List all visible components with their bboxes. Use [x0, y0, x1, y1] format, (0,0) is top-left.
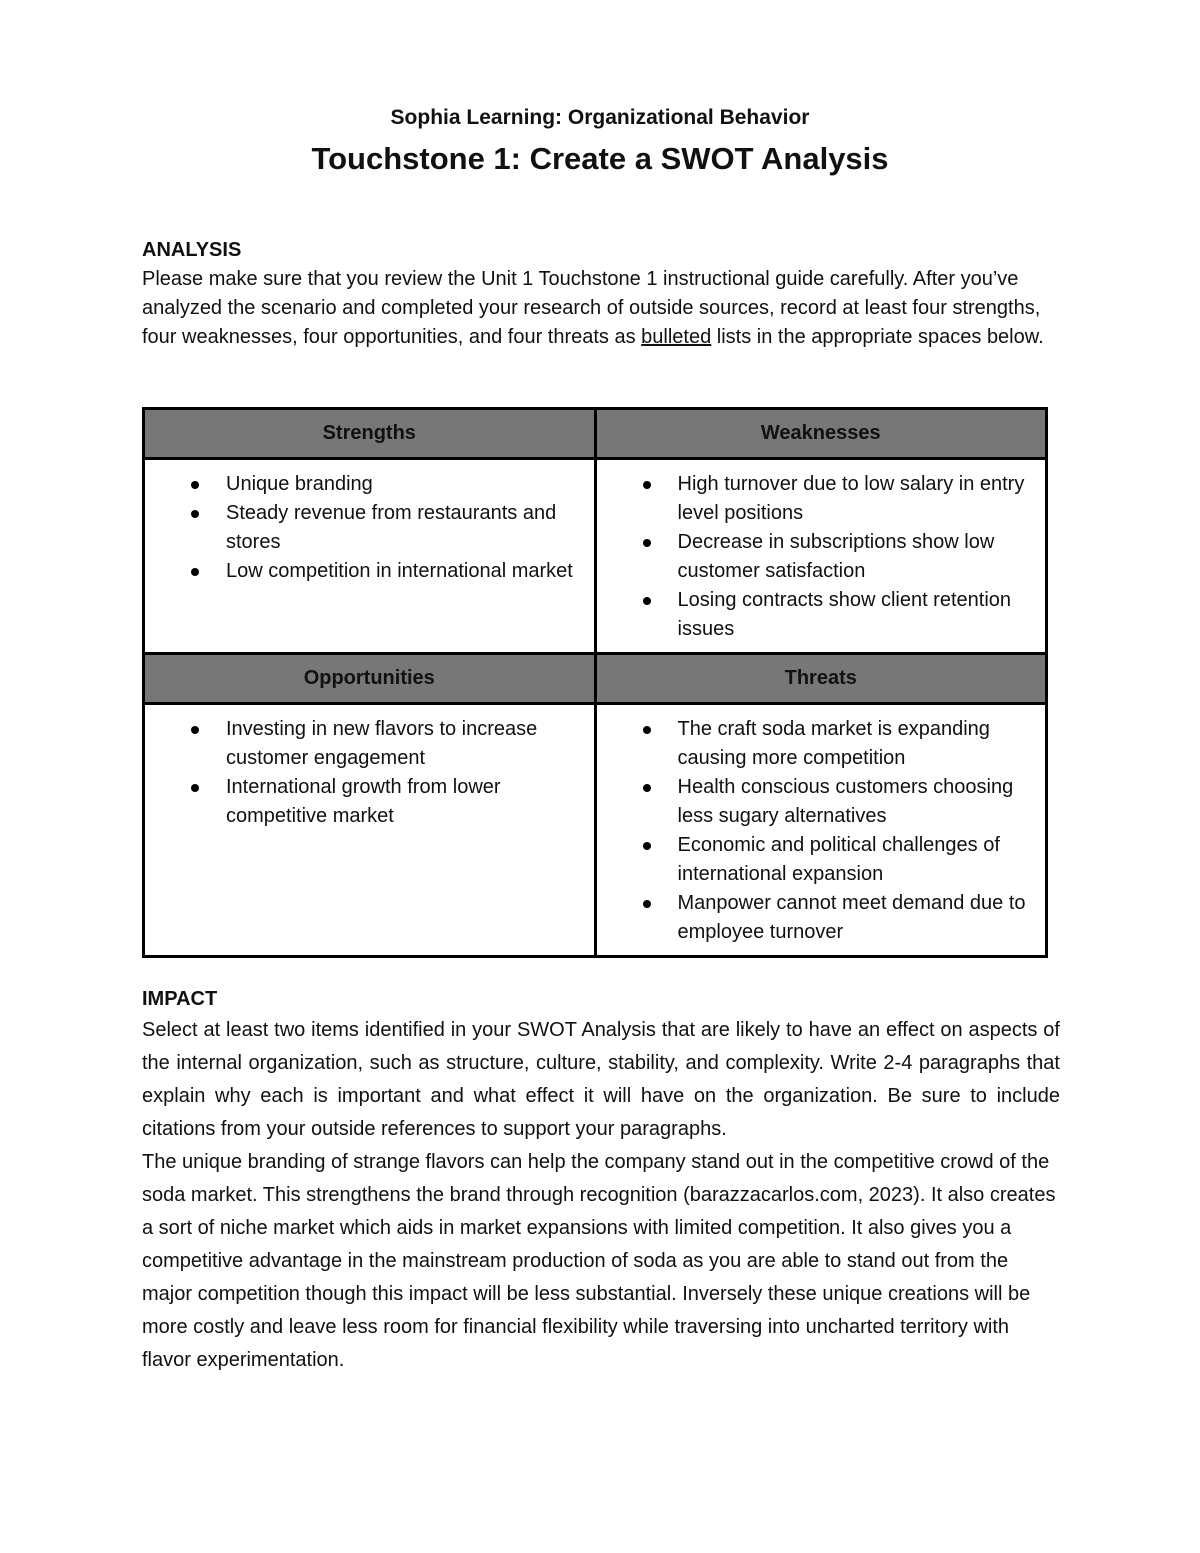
- impact-instructions: Select at least two items identified in your SWOT Analysis that are likely to have an effect on aspects of the internal organization, such as structure, culture, stability, and complexity. Write 2-4 paragraphs that explain why each is important and what effect it will have on the organization. Be sure to include citations from your outside references to support your paragraphs.: [142, 1019, 1060, 1140]
- analysis-heading: ANALYSIS: [142, 239, 242, 261]
- threats-header: Threats: [595, 654, 1047, 704]
- impact-section: [142, 985, 1060, 1377]
- opportunities-cell[interactable]: [144, 704, 596, 957]
- strengths-header: Strengths: [144, 409, 596, 459]
- list-item: High turnover due to low salary in entry level positions: [637, 470, 1034, 528]
- page-title: Touchstone 1: Create a SWOT Analysis: [311, 141, 889, 176]
- strengths-cell[interactable]: [144, 459, 596, 654]
- course-title: Sophia Learning: Organizational Behavior: [390, 106, 810, 129]
- list-item: Health conscious customers choosing less sugary alternatives: [637, 773, 1034, 831]
- list-item: The craft soda market is expanding causing more competition: [637, 715, 1034, 773]
- list-item: Economic and political challenges of international expansion: [637, 831, 1034, 889]
- weaknesses-header: Weaknesses: [595, 409, 1047, 459]
- list-item: Unique branding: [185, 470, 582, 499]
- list-item: International growth from lower competitive market: [185, 773, 582, 831]
- list-item: Manpower cannot meet demand due to employee turnover: [637, 889, 1034, 947]
- analysis-instructions: [142, 265, 1060, 352]
- weaknesses-cell[interactable]: [595, 459, 1047, 654]
- impact-heading: IMPACT: [142, 988, 218, 1010]
- instructions-underlined: bulleted: [641, 326, 712, 348]
- opportunities-list: [185, 715, 582, 831]
- instructions-text-2: lists in the appropriate spaces below.: [711, 326, 1044, 348]
- list-item: Low competition in international market: [185, 557, 582, 586]
- impact-body[interactable]: The unique branding of strange flavors can help the company stand out in the competitive crowd of the soda market. This strengthens the brand through recognition (barazzacarlos.com, 2023). It also creates a sort of niche market which aids in market expansions with limited competition. It also gives you a competitive advantage in the mainstream production of soda as you are able to stand out from the major competition though this impact will be less substantial. Inversely these unique creations will be more costly and leave less room for financial flexibility while traversing into uncharted territory with flavor experimentation.: [142, 1151, 1056, 1371]
- list-item: Investing in new flavors to increase customer engagement: [185, 715, 582, 773]
- analysis-section: [142, 236, 1060, 352]
- opportunities-header: Opportunities: [144, 654, 596, 704]
- weaknesses-list: [637, 470, 1034, 644]
- instructions-text-1: Please make sure that you review the Unit 1 Touchstone 1 instructional guide carefully. After you’ve analyzed the scenario and completed your research of outside sources, record at least four strengths, four weaknesses, four opportunities, and four threats as: [142, 268, 1041, 348]
- threats-list: [637, 715, 1034, 947]
- list-item: Decrease in subscriptions show low customer satisfaction: [637, 528, 1034, 586]
- swot-table: [142, 407, 1048, 958]
- list-item: Steady revenue from restaurants and stores: [185, 499, 582, 557]
- list-item: Losing contracts show client retention issues: [637, 586, 1034, 644]
- strengths-list: [185, 470, 582, 586]
- threats-cell[interactable]: [595, 704, 1047, 957]
